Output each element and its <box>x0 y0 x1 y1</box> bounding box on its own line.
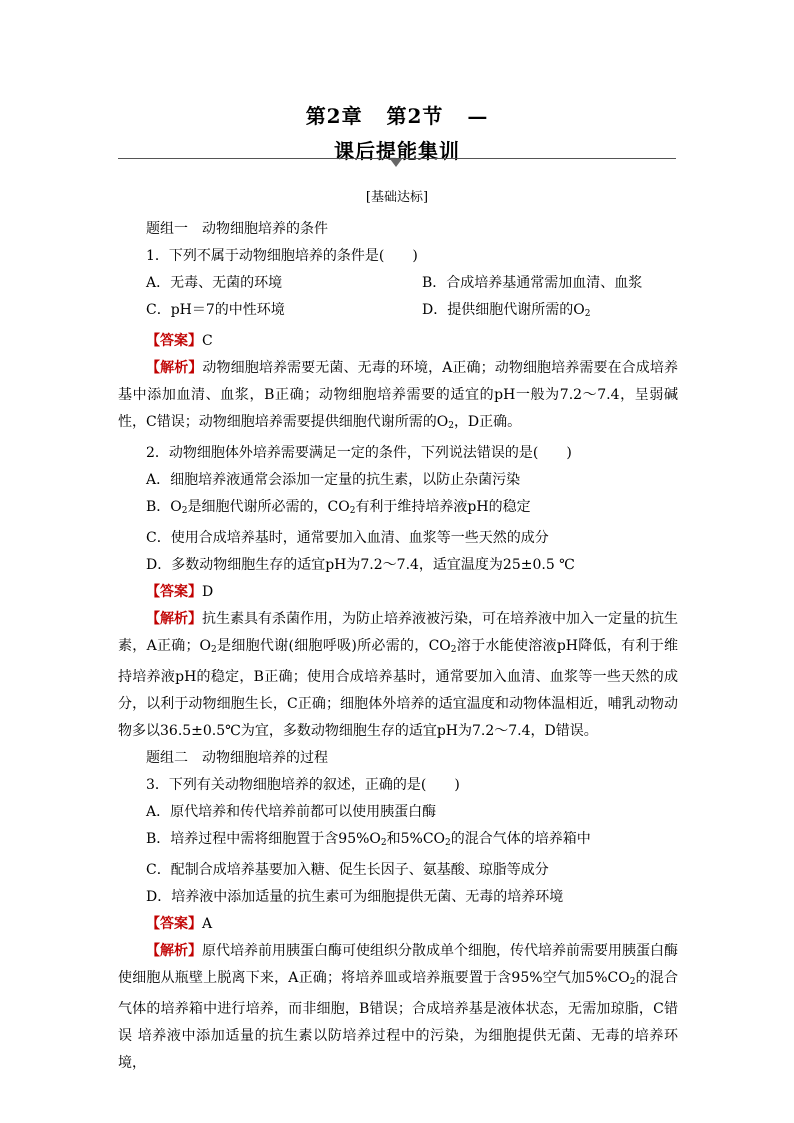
q2-analysis-text-1: 抗生素具有杀菌作用，为防止培养液被污染，可在培养液中加入一定量的抗生素，A正确；O <box>118 611 678 654</box>
q1-option-b: B．合成培养基通常需加血清、血浆 <box>422 275 643 291</box>
q1-answer-value: C <box>202 333 213 349</box>
answer-label: 【答案】 <box>146 333 202 349</box>
q2-option-b-text-3: 有利于维持培养液pH的稳定 <box>355 499 531 515</box>
q3-option-b-text-3: 的混合气体的培养箱中 <box>450 831 591 847</box>
question-content <box>118 216 678 1077</box>
q3-analysis <box>118 938 678 1077</box>
q3-answer-value: A <box>202 916 213 932</box>
q1-options-row-1 <box>118 270 678 297</box>
answer-label: 【答案】 <box>146 916 202 932</box>
q2-option-b-text-1: B．O <box>146 499 182 515</box>
q3-analysis-text-1: 原代培养前用胰蛋白酶可使组织分散成单个细胞，传代培养前需要用胰蛋白酶使细胞从瓶壁上脱离下来，A正确；将培养皿或培养瓶要置于含95%空气加5%CO <box>118 943 678 986</box>
q2-analysis-text-3: 溶于水能使溶液pH降低，有利于维持培养液pH的稳定，B正确；使用合成培养基时，通常要加入血清、血浆等一些天然的成分，以利于动物细胞生长，C正确；细胞体外培养的适宜温度和动物体温相近，哺乳动物动物多以36.5±0.5℃为宜，多数动物细胞生存的适宜pH为7.2～7.4，D错误。 <box>118 638 678 739</box>
q2-option-d: D．多数动物细胞生存的适宜pH为7.2～7.4，适宜温度为25±0.5 ℃ <box>146 557 575 573</box>
q1-option-a: A．无毒、无菌的环境 <box>146 275 283 291</box>
group-title-2: 题组二 动物细胞培养的过程 <box>146 750 328 766</box>
q3-answer <box>118 911 678 938</box>
q2-option-b <box>118 494 678 525</box>
answer-label: 【答案】 <box>146 584 202 600</box>
q3-stem: 3．下列有关动物细胞培养的叙述，正确的是( ) <box>146 777 460 793</box>
q3-option-a: A．原代培养和传代培养前都可以使用胰蛋白酶 <box>146 804 437 820</box>
q1-analysis <box>118 355 678 440</box>
q1-option-d <box>402 297 678 328</box>
q2-answer-value: D <box>202 584 214 600</box>
q3-option-b-text-1: B．培养过程中需将细胞置于含95%O <box>146 831 381 847</box>
q1-answer <box>118 328 678 355</box>
q2-analysis-sub-2: 2 <box>450 645 457 655</box>
q2-analysis <box>118 606 678 745</box>
analysis-label: 【解析】 <box>146 360 203 376</box>
q1-option-c: C．pH＝7的中性环境 <box>146 302 285 318</box>
page-title: 课后提能集训 <box>334 139 460 163</box>
q1-options-row-2 <box>118 297 678 328</box>
group-title-1: 题组一 动物细胞培养的条件 <box>146 221 328 237</box>
q2-stem: 2．动物细胞体外培养需要满足一定的条件，下列说法错误的是( ) <box>146 445 572 461</box>
q1-analysis-text-2: ，D正确。 <box>453 414 522 430</box>
q1-option-d-sub: 2 <box>584 309 591 319</box>
chapter-number: 第2章 <box>305 104 363 128</box>
q2-option-b-sub-2: 2 <box>349 506 356 516</box>
q2-answer <box>118 579 678 606</box>
q3-option-b-sub-1: 2 <box>380 838 387 848</box>
chapter-heading <box>0 100 794 129</box>
q2-analysis-text-2: 是细胞代谢(细胞呼吸)所必需的，CO <box>216 638 451 654</box>
q2-analysis-sub-1: 2 <box>211 645 217 655</box>
q3-option-b-sub-2: 2 <box>445 838 451 848</box>
q3-analysis-sub: 2 <box>629 977 636 987</box>
q3-option-b-text-2: 和5%CO <box>386 831 446 847</box>
q1-analysis-sub: 2 <box>448 421 454 431</box>
q3-analysis-text-2: 的混合气体的培养箱中进行培养，而非细胞，B错误；合成培养基是液体状态，无需加琼脂，C错误 培养液中添加适量的抗生素以防培养过程中的污染，为细胞提供无菌、无毒的培养环境， <box>118 970 678 1071</box>
q2-option-a: A．细胞培养液通常会添加一定量的抗生素，以防止杂菌污染 <box>146 472 521 488</box>
analysis-label: 【解析】 <box>146 611 202 627</box>
heading-dash: — <box>467 104 489 128</box>
q3-option-b <box>118 826 678 857</box>
q3-option-c: C．配制合成培养基要加入糖、促生长因子、氨基酸、琼脂等成分 <box>146 862 549 878</box>
q1-option-d-text: D．提供细胞代谢所需的O <box>422 302 585 318</box>
q2-option-c: C．使用合成培养基时，通常要加入血清、血浆等一些天然的成分 <box>146 530 549 546</box>
section-number: 第2节 <box>386 104 444 128</box>
q1-stem: 1．下列不属于动物细胞培养的条件是( ) <box>146 248 418 264</box>
q2-option-b-text-2: 是细胞代谢所必需的，CO <box>187 499 350 515</box>
analysis-label: 【解析】 <box>146 943 202 959</box>
section-tag: [基础达标] <box>365 190 429 205</box>
divider-arrow-icon <box>390 159 402 167</box>
q1-analysis-text-1: 动物细胞培养需要无菌、无毒的环境，A正确；动物细胞培养需要在合成培养基中添加血清、血浆，B正确；动物细胞培养需要的适宜的pH一般为7.2～7.4，呈弱碱性，C错误；动物细胞培养需要提供细胞代谢所需的O <box>118 360 679 430</box>
q3-option-d: D．培养液中添加适量的抗生素可为细胞提供无菌、无毒的培养环境 <box>146 889 564 905</box>
q2-option-b-sub-1: 2 <box>181 506 188 516</box>
